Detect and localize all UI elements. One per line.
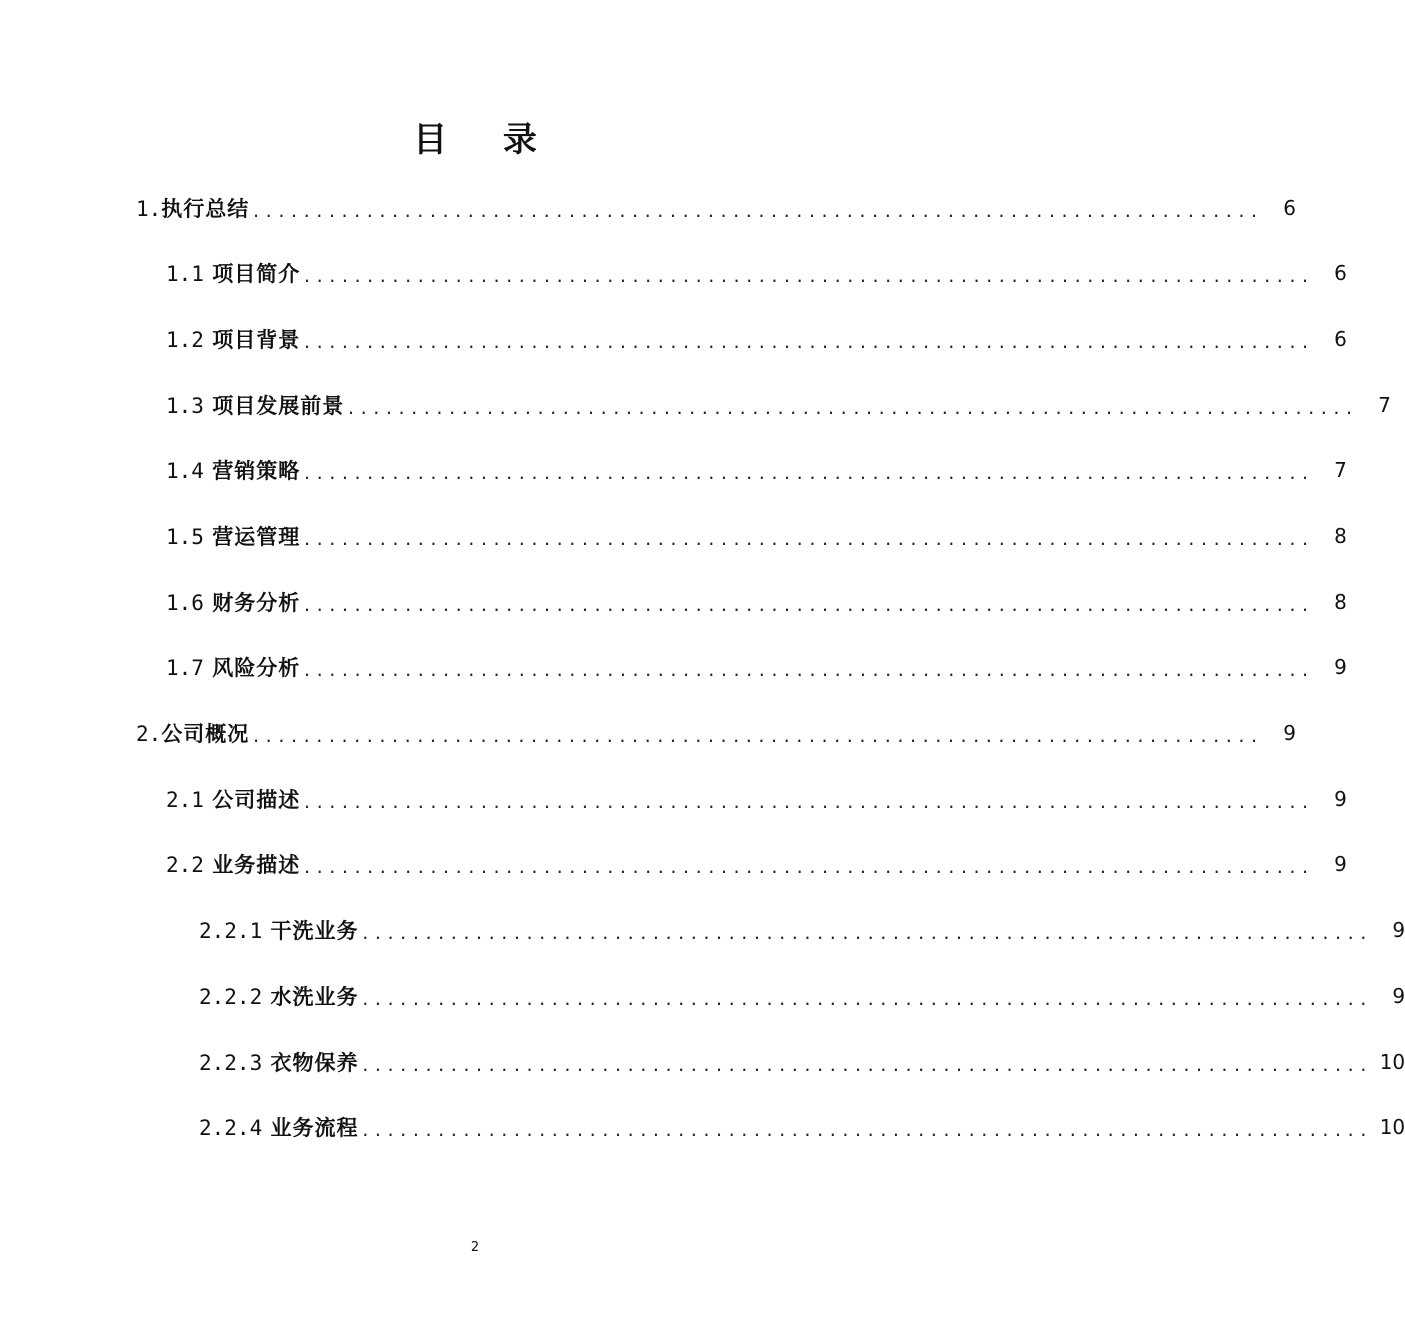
toc-entry-text: 业务描述: [212, 853, 301, 877]
dot-leader: ................................................................................: [302, 660, 1313, 680]
toc-entry[interactable]: [136, 716, 1296, 750]
toc-entry-page: 6: [1334, 327, 1347, 351]
toc-entry-text: 执行总结: [161, 197, 250, 221]
footer-page-number: 2: [470, 1240, 480, 1255]
toc-entry-label: [136, 193, 249, 223]
dot-leader: ................................................................................: [302, 266, 1313, 286]
toc-entry[interactable]: [166, 585, 1347, 619]
toc-entry-label: [166, 258, 300, 288]
dot-leader: ................................................................................: [302, 857, 1313, 877]
toc-entry-page: 6: [1283, 196, 1296, 220]
dot-leader: ................................................................................: [302, 463, 1313, 483]
toc-entry-page: 9: [1334, 787, 1347, 811]
toc-entry-number: 1.6: [166, 591, 204, 615]
toc-entry-text: 公司描述: [212, 788, 301, 812]
toc-entry-text: 干洗业务: [270, 919, 359, 943]
toc-entry-page: 9: [1283, 721, 1296, 745]
toc-entry-text: 项目背景: [212, 328, 301, 352]
page-title: 目 录: [413, 120, 559, 160]
toc-entry[interactable]: [166, 453, 1347, 487]
dot-leader: ................................................................................: [360, 989, 1372, 1009]
toc-entry-text: 财务分析: [212, 591, 301, 615]
dot-leader: ................................................................................: [302, 332, 1313, 352]
toc-entry-number: 1.: [136, 197, 162, 221]
toc-entry-number: 1.5: [166, 525, 204, 549]
toc-entry[interactable]: [199, 1110, 1405, 1144]
toc-entry-text: 衣物保养: [270, 1051, 359, 1075]
toc-entry-label: [166, 390, 344, 420]
toc-entry-page: 8: [1334, 524, 1347, 548]
toc-entry-page: 10: [1379, 1115, 1405, 1139]
toc-entry[interactable]: [199, 913, 1405, 947]
toc-entry-label: [166, 652, 300, 682]
toc-entry-label: [136, 718, 249, 748]
toc-entry-text: 公司概况: [161, 722, 250, 746]
toc-entry[interactable]: [166, 519, 1347, 553]
toc-entry-page: 8: [1334, 590, 1347, 614]
toc-entry-number: 2.2.2: [199, 985, 263, 1009]
toc-entry-text: 项目简介: [212, 262, 301, 286]
toc-entry-label: [166, 849, 300, 879]
toc-entry-label: [166, 784, 300, 814]
toc-entry-label: [199, 1047, 359, 1077]
toc-entry-label: [166, 587, 300, 617]
toc-entry-text: 营销策略: [212, 459, 301, 483]
toc-entry-text: 业务流程: [270, 1116, 359, 1140]
toc-entry-number: 2.1: [166, 788, 204, 812]
toc-entry-number: 2.2.1: [199, 919, 263, 943]
dot-leader: ................................................................................: [360, 1120, 1372, 1140]
dot-leader: ................................................................................: [302, 595, 1313, 615]
toc-entry-page: 9: [1334, 852, 1347, 876]
toc-entry-number: 2.2: [166, 853, 204, 877]
toc-entry-text: 项目发展前景: [212, 394, 345, 418]
toc-entry-number: 1.2: [166, 328, 204, 352]
toc-entry[interactable]: [166, 847, 1347, 881]
toc-entry[interactable]: [166, 782, 1347, 816]
dot-leader: ................................................................................: [346, 398, 1357, 418]
dot-leader: ................................................................................: [302, 792, 1313, 812]
toc-entry-number: 2.2.4: [199, 1116, 263, 1140]
toc-entry-label: [166, 324, 300, 354]
toc-entry-text: 营运管理: [212, 525, 301, 549]
toc-entry-page: 7: [1334, 458, 1347, 482]
dot-leader: ................................................................................: [360, 1055, 1372, 1075]
toc-entry-label: [199, 915, 359, 945]
toc-entry-page: 9: [1392, 918, 1405, 942]
dot-leader: ................................................................................: [251, 726, 1262, 746]
toc-entry[interactable]: [166, 322, 1347, 356]
toc-entry-page: 7: [1378, 393, 1391, 417]
toc-entry-page: 9: [1334, 655, 1347, 679]
toc-entry-text: 风险分析: [212, 656, 301, 680]
toc-entry-page: 6: [1334, 261, 1347, 285]
toc-entry-label: [199, 1112, 359, 1142]
toc-entry-page: 10: [1379, 1050, 1405, 1074]
toc-entry-label: [166, 521, 300, 551]
toc-entry[interactable]: [199, 979, 1405, 1013]
toc-entry[interactable]: [166, 650, 1347, 684]
toc-entry[interactable]: [199, 1045, 1405, 1079]
toc-entry-number: 1.7: [166, 656, 204, 680]
toc-entry-label: [199, 981, 359, 1011]
toc-entry-page: 9: [1392, 984, 1405, 1008]
dot-leader: ................................................................................: [251, 201, 1262, 221]
toc-entry-label: [166, 455, 300, 485]
toc-entry[interactable]: [166, 256, 1347, 290]
toc-entry-number: 2.: [136, 722, 162, 746]
toc-entry[interactable]: [136, 191, 1296, 225]
toc-entry-number: 1.4: [166, 459, 204, 483]
dot-leader: ................................................................................: [360, 923, 1372, 943]
dot-leader: ................................................................................: [302, 529, 1313, 549]
toc-entry-number: 2.2.3: [199, 1051, 263, 1075]
toc-entry-number: 1.3: [166, 394, 204, 418]
toc-entry-number: 1.1: [166, 262, 204, 286]
toc-entry-text: 水洗业务: [270, 985, 359, 1009]
toc-entry[interactable]: [166, 388, 1391, 422]
